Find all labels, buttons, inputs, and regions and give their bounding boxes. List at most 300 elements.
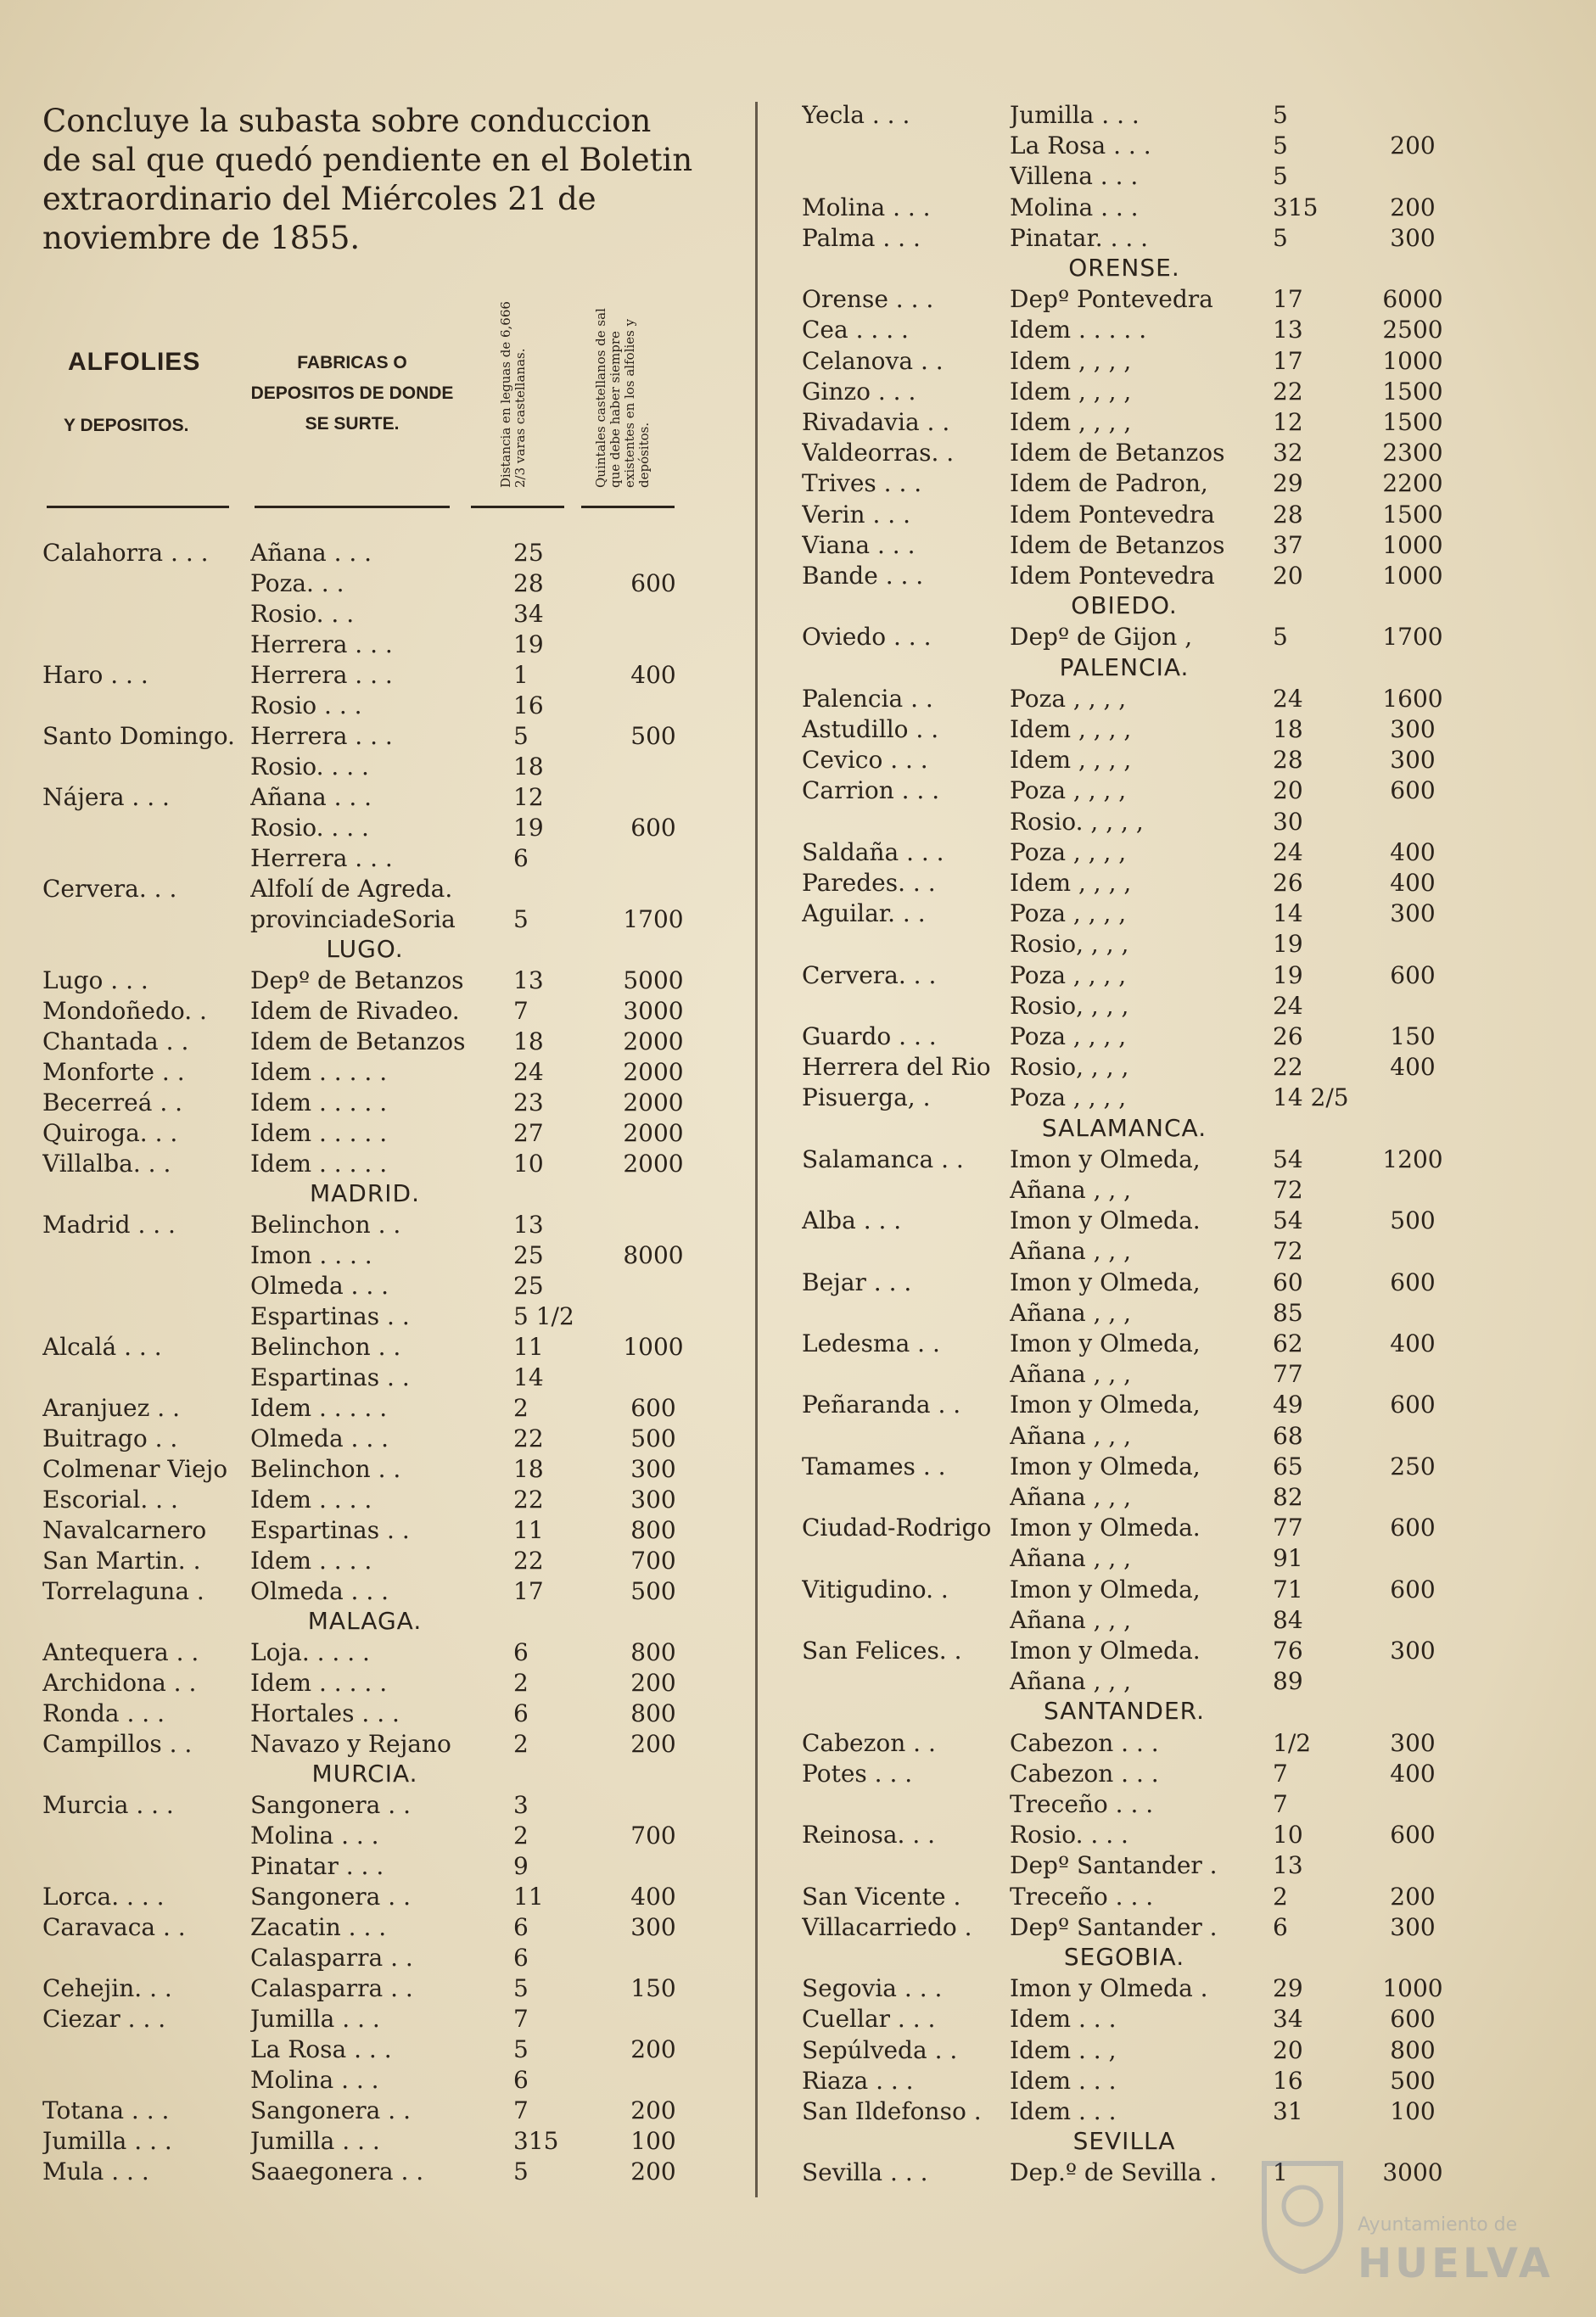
fabrica-source: Idem . . . . . xyxy=(250,1394,388,1422)
fabrica-source: Imon y Olmeda, xyxy=(1010,1329,1201,1357)
fabrica-source: Idem . . . xyxy=(1010,2005,1117,2034)
fabrica-source: Loja. . . . . xyxy=(250,1638,370,1666)
fabrica-source: Belinchon . . xyxy=(250,1333,401,1361)
alfoli-name: Orense . . . xyxy=(802,285,934,314)
fabrica-source: Idem de Betanzos xyxy=(1010,530,1225,559)
fabrica-source: Rosio . . . xyxy=(250,691,362,719)
quintales-value: 600 xyxy=(1390,776,1436,805)
intro-text: Concluye la subasta sobre conduccion de sal que quedó pendiente en el Boletin extraordinario del Miércoles 21 de noviembre de 1855. xyxy=(42,103,693,256)
fabrica-source: Idem . . . . . xyxy=(250,1669,388,1697)
quintales-value: 300 xyxy=(630,1913,676,1941)
fabrica-source: Añana . . . xyxy=(250,783,372,811)
distance-value: 34 xyxy=(1273,2005,1303,2034)
alfoli-name: Guardo . . . xyxy=(802,1022,937,1050)
fabrica-source: La Rosa . . . xyxy=(250,2035,392,2063)
header-rule xyxy=(471,506,564,508)
distance-value: 14 2/5 xyxy=(1273,1083,1349,1112)
quintales-value: 200 xyxy=(1390,193,1436,221)
table-row xyxy=(42,1424,713,1454)
alfoli-name: Cabezon . . xyxy=(802,1728,936,1757)
distance-value: 14 xyxy=(1273,899,1303,928)
table-row xyxy=(42,1637,713,1668)
distance-value: 20 xyxy=(1273,562,1303,590)
distance-value: 9 xyxy=(513,1852,529,1880)
distance-value: 54 xyxy=(1273,1206,1303,1235)
fabrica-source: Idem de Betanzos xyxy=(1010,439,1225,467)
distance-value: 315 xyxy=(513,2127,559,2155)
table-row xyxy=(42,1454,713,1485)
table-row xyxy=(42,1851,713,1882)
quintales-value: 500 xyxy=(630,1424,676,1452)
fabrica-source: Idem . . . . xyxy=(250,1547,372,1575)
quintales-value: 600 xyxy=(630,814,676,842)
alfoli-name: Madrid . . . xyxy=(42,1211,176,1239)
distance-value: 28 xyxy=(1273,746,1303,775)
table-row xyxy=(42,1271,713,1301)
fabrica-source: Rosio, , , , xyxy=(1010,930,1129,959)
fabrica-source: Idem de Rivadeo. xyxy=(250,997,460,1025)
fabrica-source: Jumilla . . . xyxy=(250,2005,380,2033)
fabrica-source: Alfolí de Agreda. xyxy=(250,875,453,903)
table-row xyxy=(802,1543,1472,1574)
quintales-value: 300 xyxy=(1390,223,1436,252)
table-row xyxy=(42,1088,713,1118)
intro-paragraph xyxy=(42,102,696,258)
quintales-value: 150 xyxy=(1390,1022,1436,1050)
alfoli-name: Monforte . . xyxy=(42,1058,185,1086)
watermark-line1: Ayuntamiento de xyxy=(1358,2214,1518,2236)
alfoli-name: Molina . . . xyxy=(802,193,931,221)
fabrica-source: Imon y Olmeda, xyxy=(1010,1268,1201,1296)
alfoli-name: Bejar . . . xyxy=(802,1268,912,1296)
alfoli-name: Torrelaguna . xyxy=(42,1577,204,1605)
quintales-value: 300 xyxy=(1390,746,1436,775)
quintales-value: 800 xyxy=(630,1516,676,1544)
alfoli-name: Cervera. . . xyxy=(802,960,937,989)
fabrica-source: Depº de Betanzos xyxy=(250,966,464,994)
fabrica-source: Añana , , , xyxy=(1010,1605,1132,1634)
distance-value: 17 xyxy=(1273,285,1303,314)
table-row xyxy=(42,568,713,599)
quintales-value: 400 xyxy=(1390,1759,1436,1788)
table-row xyxy=(802,622,1472,652)
table-row xyxy=(802,1359,1472,1390)
fabrica-source: Idem de Padron, xyxy=(1010,469,1208,498)
fabrica-source: Idem . . . . . xyxy=(250,1119,388,1147)
distance-value: 22 xyxy=(513,1486,544,1514)
distance-value: 5 xyxy=(513,1974,529,2002)
distance-value: 24 xyxy=(1273,991,1303,1020)
distance-value: 25 xyxy=(513,1272,544,1300)
alfoli-name: Escorial. . . xyxy=(42,1486,178,1514)
distance-value: 85 xyxy=(1273,1298,1303,1327)
distance-value: 20 xyxy=(1273,776,1303,805)
fabrica-source: Rosio. . . . xyxy=(250,753,369,781)
quintales-value: 200 xyxy=(630,2157,676,2185)
fabrica-source: Calasparra . . xyxy=(250,1974,413,2002)
fabrica-source: Idem . . . . . xyxy=(250,1150,388,1178)
fabrica-source: Añana . . . xyxy=(250,539,372,567)
distance-value: 5 xyxy=(1273,623,1288,652)
quintales-value: 1000 xyxy=(623,1333,684,1361)
distance-value: 23 xyxy=(513,1089,544,1117)
distance-value: 7 xyxy=(1273,1790,1288,1818)
alfoli-name: Sevilla . . . xyxy=(802,2158,928,2187)
distance-value: 7 xyxy=(513,2005,529,2033)
table-row xyxy=(802,807,1472,837)
quintales-value: 300 xyxy=(1390,1912,1436,1941)
fabrica-source: Molina . . . xyxy=(250,1822,379,1850)
fabrica-source: Idem . . . . . xyxy=(250,1058,388,1086)
fabrica-source: Añana , , , xyxy=(1010,1360,1132,1389)
quintales-value: 1200 xyxy=(1382,1145,1443,1173)
fabrica-source: Jumilla . . . xyxy=(1010,101,1140,129)
table-row xyxy=(42,2157,713,2187)
quintales-value: 500 xyxy=(630,1577,676,1605)
distance-value: 26 xyxy=(1273,1022,1303,1050)
alfoli-name: Colmenar Viejo xyxy=(42,1455,228,1483)
table-row xyxy=(42,2034,713,2065)
table-row xyxy=(802,1021,1472,1052)
alfoli-name: Riaza . . . xyxy=(802,2066,914,2095)
fabrica-source: Idem . . . . . xyxy=(1010,316,1147,344)
fabrica-source: Olmeda . . . xyxy=(250,1424,389,1452)
distance-value: 26 xyxy=(1273,869,1303,897)
fabrica-source: Idem , , , , xyxy=(1010,715,1132,743)
alfoli-name: Yecla . . . xyxy=(802,101,910,129)
section-heading: SEGOBIA. xyxy=(1063,1943,1185,1971)
quintales-value: 1500 xyxy=(1382,377,1443,406)
alfoli-name: Herrera del Rio xyxy=(802,1053,991,1082)
distance-value: 24 xyxy=(513,1058,544,1086)
quintales-value: 700 xyxy=(630,1547,676,1575)
alfoli-name: Celanova . . xyxy=(802,346,944,375)
distance-value: 16 xyxy=(1273,2066,1303,2095)
distance-value: 28 xyxy=(513,569,544,597)
quintales-value: 1000 xyxy=(1382,346,1443,375)
distance-value: 77 xyxy=(1273,1360,1303,1389)
section-heading: MADRID. xyxy=(309,1179,421,1207)
table-row xyxy=(42,1485,713,1515)
header-distancia: Distancia en leguas de 6,666 2/3 varas castellanas. xyxy=(498,301,528,488)
alfoli-name: Archidona . . xyxy=(42,1669,197,1697)
alfoli-name: Totana . . . xyxy=(42,2096,170,2124)
quintales-value: 300 xyxy=(630,1486,676,1514)
alfoli-name: Quiroga. . . xyxy=(42,1119,178,1147)
distance-value: 20 xyxy=(1273,2035,1303,2064)
table-row xyxy=(802,1052,1472,1083)
table-row xyxy=(42,1973,713,2004)
fabrica-source: Poza. . . xyxy=(250,569,344,597)
fabrica-source: Rosio. , , , , xyxy=(1010,807,1144,836)
table-row xyxy=(42,538,713,568)
alfoli-name: Valdeorras. . xyxy=(802,439,955,467)
table-row xyxy=(42,1882,713,1912)
fabrica-source: Idem , , , , xyxy=(1010,746,1132,775)
fabrica-source: Rosio. . . . xyxy=(250,814,369,842)
section-heading: SANTANDER. xyxy=(1043,1697,1206,1726)
distance-value: 29 xyxy=(1273,469,1303,498)
alfoli-name: Viana . . . xyxy=(802,530,916,559)
alfoli-name: Villacarriedo . xyxy=(802,1912,972,1941)
alfoli-name: Palma . . . xyxy=(802,223,921,252)
fabrica-source: Rosio, , , , xyxy=(1010,1053,1129,1082)
distance-value: 65 xyxy=(1273,1452,1303,1480)
fabrica-source: Idem , , , , xyxy=(1010,377,1132,406)
distance-value: 24 xyxy=(1273,837,1303,866)
distance-value: 6 xyxy=(513,1944,529,1972)
distance-value: 22 xyxy=(513,1547,544,1575)
table-row xyxy=(42,843,713,874)
distance-value: 71 xyxy=(1273,1575,1303,1603)
distance-value: 13 xyxy=(513,1211,544,1239)
fabrica-source: Añana , , , xyxy=(1010,1176,1132,1204)
table-row xyxy=(802,1145,1472,1175)
quintales-value: 300 xyxy=(630,1455,676,1483)
distance-value: 32 xyxy=(1273,439,1303,467)
table-row xyxy=(42,1149,713,1179)
fabrica-source: Rosio. . . xyxy=(250,600,355,628)
alfoli-name: San Martin. . xyxy=(42,1547,201,1575)
table-row xyxy=(42,2065,713,2096)
distance-value: 11 xyxy=(513,1333,544,1361)
alfoli-name: Lugo . . . xyxy=(42,966,148,994)
fabrica-source: Imon y Olmeda. xyxy=(1010,1514,1201,1542)
section-heading: OBIEDO. xyxy=(1071,591,1178,620)
fabrica-source: Zacatin . . . xyxy=(250,1913,387,1941)
section-heading: LUGO. xyxy=(326,935,404,963)
fabrica-source: Olmeda . . . xyxy=(250,1577,389,1605)
quintales-value: 3000 xyxy=(1382,2158,1443,2187)
coat-of-arms-icon xyxy=(1256,2146,1349,2274)
table-row xyxy=(42,1301,713,1332)
fabrica-source: Idem Pontevedra xyxy=(1010,500,1215,529)
distance-value: 22 xyxy=(1273,377,1303,406)
quintales-value: 600 xyxy=(1390,1821,1436,1850)
table-row xyxy=(42,691,713,721)
alfoli-name: Campillos . . xyxy=(42,1730,193,1758)
table-row xyxy=(42,965,713,996)
distance-value: 5 xyxy=(513,2157,529,2185)
table-row xyxy=(802,1882,1472,1912)
distance-value: 10 xyxy=(513,1150,544,1178)
table-row xyxy=(802,1298,1472,1329)
table-row xyxy=(802,1759,1472,1789)
alfoli-name: Alba . . . xyxy=(802,1206,902,1235)
distance-value: 3 xyxy=(513,1791,529,1819)
table-row xyxy=(42,904,713,935)
table-row xyxy=(42,2096,713,2126)
quintales-value: 200 xyxy=(630,2096,676,2124)
table-row xyxy=(802,1236,1472,1267)
distance-value: 13 xyxy=(513,966,544,994)
fabrica-source: Herrera . . . xyxy=(250,661,393,689)
fabrica-source: Imon . . . . xyxy=(250,1241,372,1269)
fabrica-source: Depº Santander . xyxy=(1010,1851,1218,1880)
quintales-value: 400 xyxy=(1390,1053,1436,1082)
table-row xyxy=(42,1943,713,1973)
distance-value: 25 xyxy=(513,539,544,567)
fabrica-source: Idem , , , , xyxy=(1010,408,1132,436)
alfoli-name: Haro . . . xyxy=(42,661,148,689)
distance-value: 2 xyxy=(1273,1882,1288,1911)
table-row xyxy=(802,315,1472,345)
fabrica-source: Idem . . . . . xyxy=(250,1089,388,1117)
watermark-seal xyxy=(1256,2146,1554,2299)
alfoli-name: Vitigudino. . xyxy=(802,1575,949,1603)
alfoli-name: Ciudad-Rodrigo xyxy=(802,1514,992,1542)
distance-value: 7 xyxy=(513,2096,529,2124)
fabrica-source: Dep.º de Sevilla . xyxy=(1010,2158,1218,2187)
alfoli-name: Verin . . . xyxy=(802,500,910,529)
table-row xyxy=(802,1329,1472,1359)
alfoli-name: Villalba. . . xyxy=(42,1150,171,1178)
table-row xyxy=(42,1912,713,1943)
alfoli-name: Jumilla . . . xyxy=(42,2127,172,2155)
fabrica-source: Añana , , , xyxy=(1010,1298,1132,1327)
table-row xyxy=(802,929,1472,960)
distance-value: 5 xyxy=(1273,101,1288,129)
distance-value: 72 xyxy=(1273,1176,1303,1204)
alfoli-name: Chantada . . xyxy=(42,1027,189,1055)
fabrica-source: Treceño . . . xyxy=(1010,1790,1154,1818)
distance-value: 2 xyxy=(513,1822,529,1850)
fabrica-source: Depº Pontevedra xyxy=(1010,285,1213,314)
fabrica-source: Poza , , , , xyxy=(1010,684,1127,713)
alfoli-name: Potes . . . xyxy=(802,1759,913,1788)
table-row xyxy=(802,1421,1472,1452)
fabrica-source: Espartinas . . xyxy=(250,1516,410,1544)
header-rule xyxy=(255,506,450,508)
fabrica-source: Saaegonera . . xyxy=(250,2157,424,2185)
table-row xyxy=(802,1973,1472,2004)
table-row xyxy=(802,868,1472,898)
fabrica-source: Depº de Gijon , xyxy=(1010,623,1193,652)
column-divider xyxy=(755,102,758,2197)
fabrica-source: Poza , , , , xyxy=(1010,837,1127,866)
quintales-value: 500 xyxy=(1390,2066,1436,2095)
quintales-value: 600 xyxy=(1390,1391,1436,1419)
alfoli-name: Peñaranda . . xyxy=(802,1391,961,1419)
distance-value: 5 xyxy=(513,722,529,750)
table-row xyxy=(802,561,1472,591)
distance-value: 6 xyxy=(513,2066,529,2094)
table-row xyxy=(802,500,1472,530)
table-row xyxy=(802,1175,1472,1206)
table-row xyxy=(42,1363,713,1393)
quintales-value: 600 xyxy=(1390,1575,1436,1603)
quintales-value: 150 xyxy=(630,1974,676,2002)
distance-value: 72 xyxy=(1273,1237,1303,1266)
section-heading: MURCIA. xyxy=(311,1760,418,1788)
distance-value: 27 xyxy=(513,1119,544,1147)
table-row xyxy=(802,1728,1472,1759)
quintales-value: 2000 xyxy=(623,1089,684,1117)
table-row xyxy=(802,1513,1472,1543)
alfoli-name: Trives . . . xyxy=(802,469,922,498)
quintales-value: 300 xyxy=(1390,1637,1436,1665)
quintales-value: 1000 xyxy=(1382,1974,1443,2003)
quintales-value: 800 xyxy=(630,1638,676,1666)
table-row xyxy=(802,161,1472,192)
fabrica-source: Imon y Olmeda. xyxy=(1010,1637,1201,1665)
distance-value: 1 xyxy=(513,661,529,689)
table-row xyxy=(42,1790,713,1821)
quintales-value: 600 xyxy=(1390,2005,1436,2034)
alfoli-name: Salamanca . . xyxy=(802,1145,964,1173)
fabrica-source: Rosio. . . . xyxy=(1010,1821,1128,1850)
alfoli-name: Mula . . . xyxy=(42,2157,149,2185)
fabrica-source: Treceño . . . xyxy=(1010,1882,1154,1911)
distance-value: 89 xyxy=(1273,1667,1303,1696)
alfoli-name: Santo Domingo. xyxy=(42,722,235,750)
alfoli-name: Reinosa. . . xyxy=(802,1821,936,1850)
table-row xyxy=(42,1699,713,1729)
distance-value: 13 xyxy=(1273,1851,1303,1880)
header-depositos: Y DEPOSITOS. xyxy=(64,416,189,435)
distance-value: 49 xyxy=(1273,1391,1303,1419)
distance-value: 54 xyxy=(1273,1145,1303,1173)
distance-value: 6 xyxy=(1273,1912,1288,1941)
table-row xyxy=(42,630,713,660)
quintales-value: 600 xyxy=(630,569,676,597)
fabrica-source: Espartinas . . xyxy=(250,1302,410,1330)
alfoli-name: Cehejin. . . xyxy=(42,1974,172,2002)
distance-value: 18 xyxy=(513,753,544,781)
alfoli-name: Lorca. . . . xyxy=(42,1883,165,1911)
fabrica-source: Idem . . , xyxy=(1010,2035,1117,2064)
quintales-value: 2200 xyxy=(1382,469,1443,498)
fabrica-source: Cabezon . . . xyxy=(1010,1759,1159,1788)
alfoli-name: Becerreá . . xyxy=(42,1089,183,1117)
distance-value: 19 xyxy=(513,814,544,842)
fabrica-source: Herrera . . . xyxy=(250,630,393,658)
table-row xyxy=(802,991,1472,1021)
table-row xyxy=(802,2035,1472,2066)
distance-value: 6 xyxy=(513,844,529,872)
distance-value: 10 xyxy=(1273,1821,1303,1850)
quintales-value: 200 xyxy=(1390,132,1436,160)
table-row xyxy=(42,1118,713,1149)
alfoli-name: Ledesma . . xyxy=(802,1329,940,1357)
table-row xyxy=(802,745,1472,775)
alfoli-name: Caravaca . . xyxy=(42,1913,186,1941)
table-row xyxy=(42,1821,713,1851)
section-heading: SEVILLA xyxy=(1072,2127,1176,2156)
fabrica-source: Pinatar . . . xyxy=(250,1852,384,1880)
table-row xyxy=(42,1240,713,1271)
distance-value: 68 xyxy=(1273,1421,1303,1450)
distance-value: 30 xyxy=(1273,807,1303,836)
alfoli-name: Rivadavia . . xyxy=(802,408,950,436)
distance-value: 5 xyxy=(1273,132,1288,160)
distance-value: 19 xyxy=(513,630,544,658)
table-row xyxy=(802,1912,1472,1943)
table-row xyxy=(802,346,1472,377)
quintales-value: 300 xyxy=(1390,1728,1436,1757)
fabrica-source: Imon y Olmeda, xyxy=(1010,1145,1201,1173)
table-row xyxy=(42,1576,713,1607)
table-row xyxy=(802,1666,1472,1697)
quintales-value: 700 xyxy=(630,1822,676,1850)
watermark-line2: HUELVA xyxy=(1358,2240,1554,2287)
table-row xyxy=(802,1820,1472,1850)
alfoli-name: Murcia . . . xyxy=(42,1791,174,1819)
quintales-value: 600 xyxy=(1390,1268,1436,1296)
quintales-value: 1700 xyxy=(623,905,684,933)
alfoli-name: Mondoñedo. . xyxy=(42,997,207,1025)
table-row xyxy=(802,193,1472,223)
